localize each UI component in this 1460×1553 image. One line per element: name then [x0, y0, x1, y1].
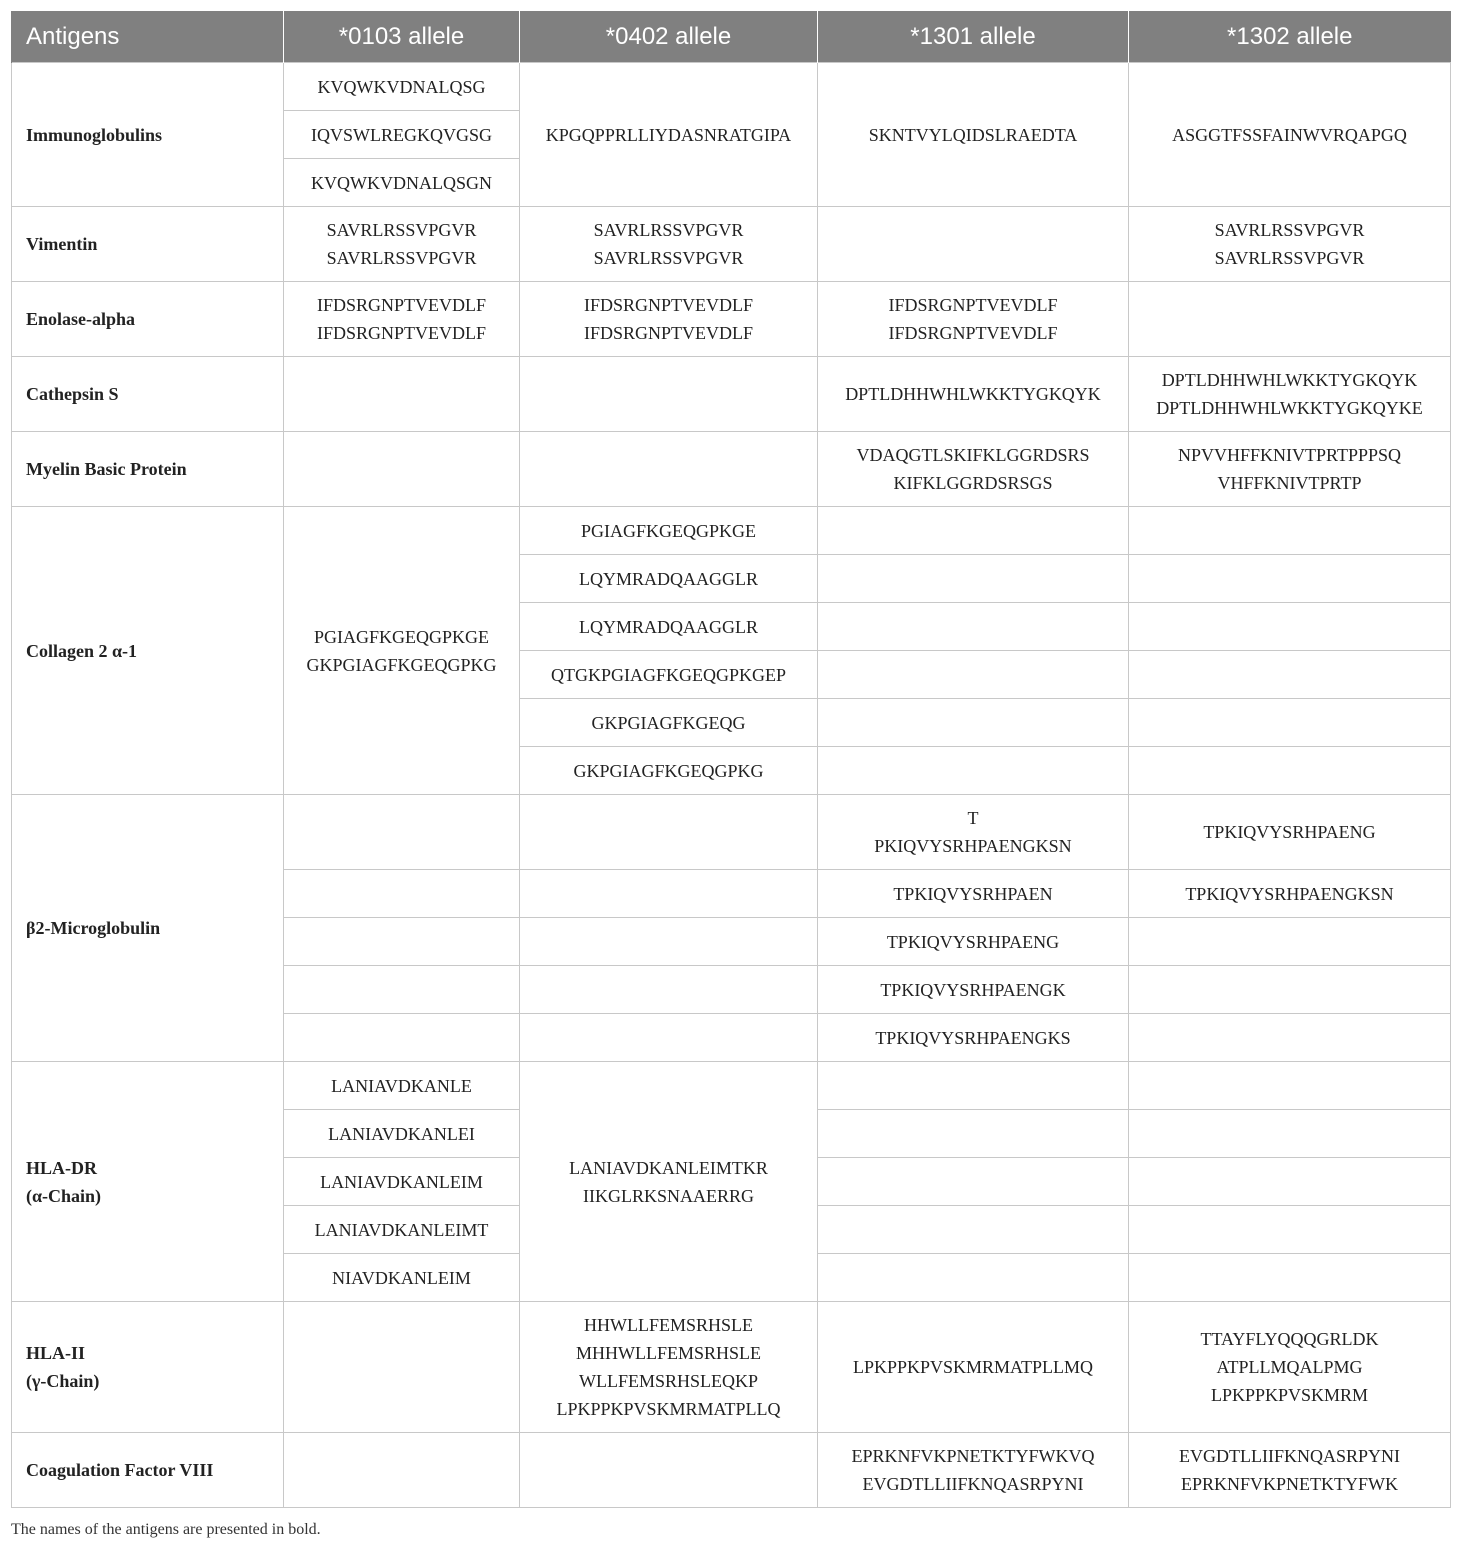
- peptide-cell: GKPGIAGFKGEQG: [520, 699, 818, 747]
- peptide: DPTLDHHWHLWKKTYGKQYKE: [1156, 398, 1423, 418]
- peptide-cell: LPKPPKPVSKMRMATPLLMQ: [818, 1302, 1129, 1433]
- empty-cell: [520, 1433, 818, 1508]
- peptide-cell: LANIAVDKANLEI: [284, 1110, 520, 1158]
- peptide: IIKGLRKSNAAERRG: [583, 1185, 754, 1206]
- peptide-cell: [818, 795, 1129, 870]
- peptide-cell: [284, 282, 520, 357]
- peptide-cell: DPTLDHHWHLWKKTYGKQYK: [818, 357, 1129, 432]
- empty-cell: [818, 1062, 1129, 1110]
- peptide-cell: TPKIQVYSRHPAENGKSN: [1129, 870, 1451, 918]
- peptide-cell: LANIAVDKANLEIMT: [284, 1206, 520, 1254]
- peptide-cell: IQVSWLREGKQVGSG: [284, 111, 520, 159]
- header-0103: *0103 allele: [284, 11, 520, 63]
- empty-cell: [1129, 1014, 1451, 1062]
- antigen-name: Cathepsin S: [12, 357, 284, 432]
- peptide-cell: TPKIQVYSRHPAENGK: [818, 966, 1129, 1014]
- peptide: KIFKLGGRDSRSGS: [893, 473, 1053, 493]
- peptide: DPTLDHHWHLWKKTYGKQYK: [1161, 370, 1418, 390]
- antigen-name-line: HLA-II: [26, 1343, 86, 1363]
- peptide-cell: SKNTVYLQIDSLRAEDTA: [818, 63, 1129, 207]
- empty-cell: [520, 1014, 818, 1062]
- empty-cell: [284, 795, 520, 870]
- empty-cell: [284, 918, 520, 966]
- empty-cell: [284, 432, 520, 507]
- antigen-name: [12, 1302, 284, 1433]
- peptide-cell: LANIAVDKANLE: [284, 1062, 520, 1110]
- empty-cell: [818, 603, 1129, 651]
- peptide: VDAQGTLSKIFKLGGRDSRS: [856, 445, 1090, 465]
- empty-cell: [818, 747, 1129, 795]
- peptide-cell: KPGQPPRLLIYDASNRATGIPA: [520, 63, 818, 207]
- peptide: IFDSRGNPTVEVDLF: [888, 295, 1058, 315]
- antigen-name: Immunoglobulins: [12, 63, 284, 207]
- empty-cell: [1129, 555, 1451, 603]
- empty-cell: [818, 555, 1129, 603]
- table-row: [12, 432, 1451, 507]
- empty-cell: [1129, 918, 1451, 966]
- peptide: SAVRLRSSVPGVR: [1214, 248, 1365, 268]
- empty-cell: [520, 357, 818, 432]
- peptide: PGIAGFKGEQGPKGE: [313, 626, 489, 647]
- antigen-name: [12, 1062, 284, 1302]
- table-row: [12, 282, 1451, 357]
- table-row: [12, 507, 1451, 555]
- peptide: SAVRLRSSVPGVR: [326, 248, 477, 268]
- empty-cell: [818, 1110, 1129, 1158]
- peptide: NPVVHFFKNIVTPRTPPPSQ: [1178, 445, 1401, 465]
- peptide-cell: [520, 282, 818, 357]
- antigen-table-container: [11, 11, 1450, 1508]
- peptide-cell: [520, 1062, 818, 1302]
- table-row: [12, 1302, 1451, 1433]
- table-row: [12, 795, 1451, 870]
- peptide-cell: PGIAGFKGEQGPKGE: [520, 507, 818, 555]
- antigen-name: Vimentin: [12, 207, 284, 282]
- empty-cell: [1129, 699, 1451, 747]
- peptide-cell: QTGKPGIAGFKGEQGPKGEP: [520, 651, 818, 699]
- empty-cell: [520, 918, 818, 966]
- peptide-cell: [818, 432, 1129, 507]
- header-1302: *1302 allele: [1129, 11, 1451, 63]
- peptide: EVGDTLLIIFKNQASRPYNI: [1179, 1446, 1400, 1466]
- peptide-cell: [1129, 207, 1451, 282]
- table-row: [12, 1062, 1451, 1110]
- peptide: LPKPPKPVSKMRM: [1210, 1385, 1369, 1405]
- table-row: [12, 357, 1451, 432]
- empty-cell: [1129, 1206, 1451, 1254]
- peptide-cell: [1129, 432, 1451, 507]
- antigen-name: Collagen 2 α-1: [12, 507, 284, 795]
- empty-cell: [284, 1433, 520, 1508]
- empty-cell: [818, 1254, 1129, 1302]
- empty-cell: [1129, 282, 1451, 357]
- peptide-cell: [520, 1302, 818, 1433]
- peptide: LPKPPKPVSKMRMATPLLQ: [556, 1399, 781, 1419]
- peptide-cell: [1129, 1302, 1451, 1433]
- peptide-cell: LQYMRADQAAGGLR: [520, 603, 818, 651]
- peptide-cell: ASGGTFSSFAINWVRQAPGQ: [1129, 63, 1451, 207]
- antigen-name: Enolase-alpha: [12, 282, 284, 357]
- empty-cell: [284, 870, 520, 918]
- peptide: HHWLLFEMSRHSLE: [583, 1315, 753, 1335]
- peptide: T: [967, 808, 979, 828]
- antigen-name: Coagulation Factor VIII: [12, 1433, 284, 1508]
- peptide-cell: [818, 282, 1129, 357]
- peptide: GKPGIAGFKGEQGPKG: [306, 654, 497, 675]
- peptide-cell: KVQWKVDNALQSG: [284, 63, 520, 111]
- table-row: [12, 1433, 1451, 1508]
- peptide-cell: [1129, 357, 1451, 432]
- peptide-cell: TPKIQVYSRHPAENGKS: [818, 1014, 1129, 1062]
- empty-cell: [1129, 1062, 1451, 1110]
- empty-cell: [818, 651, 1129, 699]
- empty-cell: [1129, 507, 1451, 555]
- empty-cell: [284, 357, 520, 432]
- peptide-cell: NIAVDKANLEIM: [284, 1254, 520, 1302]
- table-footnote: The names of the antigens are presented in bold.: [11, 1521, 321, 1538]
- peptide-cell: TPKIQVYSRHPAENG: [1129, 795, 1451, 870]
- peptide-cell: KVQWKVDNALQSGN: [284, 159, 520, 207]
- peptide: VHFFKNIVTPRTP: [1217, 473, 1362, 493]
- peptide-cell: [1129, 1433, 1451, 1508]
- empty-cell: [818, 507, 1129, 555]
- empty-cell: [1129, 1110, 1451, 1158]
- table-row: [12, 63, 1451, 111]
- empty-cell: [818, 699, 1129, 747]
- peptide: EPRKNFVKPNETKTYFWKVQ: [851, 1446, 1095, 1466]
- peptide: ATPLLMQALPMG: [1216, 1357, 1363, 1377]
- peptide: IFDSRGNPTVEVDLF: [316, 323, 487, 343]
- antigen-name: β2-Microglobulin: [12, 795, 284, 1062]
- empty-cell: [520, 432, 818, 507]
- peptide-cell: GKPGIAGFKGEQGPKG: [520, 747, 818, 795]
- antigen-name-line: (γ-Chain): [26, 1371, 100, 1391]
- empty-cell: [1129, 966, 1451, 1014]
- empty-cell: [818, 1206, 1129, 1254]
- empty-cell: [1129, 651, 1451, 699]
- empty-cell: [520, 795, 818, 870]
- antigen-table: [11, 11, 1451, 1508]
- peptide: MHHWLLFEMSRHSLE: [575, 1343, 761, 1363]
- peptide: SAVRLRSSVPGVR: [593, 248, 744, 268]
- table-row: [12, 207, 1451, 282]
- header-1301: *1301 allele: [818, 11, 1129, 63]
- empty-cell: [1129, 603, 1451, 651]
- antigen-name-line: HLA-DR: [26, 1157, 97, 1178]
- peptide-cell: LANIAVDKANLEIM: [284, 1158, 520, 1206]
- table-header-row: [12, 11, 1451, 63]
- peptide: EVGDTLLIIFKNQASRPYNI: [862, 1474, 1084, 1494]
- peptide: SAVRLRSSVPGVR: [326, 220, 477, 240]
- antigen-name: Myelin Basic Protein: [12, 432, 284, 507]
- peptide-cell: [284, 207, 520, 282]
- header-0402: *0402 allele: [520, 11, 818, 63]
- peptide: SAVRLRSSVPGVR: [1214, 220, 1365, 240]
- empty-cell: [1129, 747, 1451, 795]
- empty-cell: [520, 870, 818, 918]
- peptide: IFDSRGNPTVEVDLF: [316, 295, 487, 315]
- empty-cell: [1129, 1254, 1451, 1302]
- empty-cell: [284, 966, 520, 1014]
- peptide-cell: TPKIQVYSRHPAEN: [818, 870, 1129, 918]
- peptide: PKIQVYSRHPAENGKSN: [874, 836, 1072, 856]
- peptide: SAVRLRSSVPGVR: [593, 220, 744, 240]
- empty-cell: [284, 1302, 520, 1433]
- peptide-cell: LQYMRADQAAGGLR: [520, 555, 818, 603]
- peptide: IFDSRGNPTVEVDLF: [583, 295, 754, 315]
- peptide-cell: [520, 207, 818, 282]
- peptide-cell: [284, 507, 520, 795]
- empty-cell: [818, 207, 1129, 282]
- empty-cell: [1129, 1158, 1451, 1206]
- peptide: WLLFEMSRHSLEQKP: [578, 1371, 758, 1391]
- peptide: LANIAVDKANLEIMTKR: [569, 1157, 768, 1178]
- peptide-cell: [818, 1433, 1129, 1508]
- empty-cell: [520, 966, 818, 1014]
- peptide: TTAYFLYQQQGRLDK: [1200, 1329, 1379, 1349]
- peptide: EPRKNFVKPNETKTYFWK: [1180, 1474, 1398, 1494]
- header-antigens: Antigens: [12, 11, 284, 63]
- empty-cell: [284, 1014, 520, 1062]
- peptide: IFDSRGNPTVEVDLF: [583, 323, 754, 343]
- empty-cell: [818, 1158, 1129, 1206]
- antigen-name-line: (α-Chain): [26, 1185, 102, 1206]
- peptide: IFDSRGNPTVEVDLF: [888, 323, 1058, 343]
- peptide-cell: TPKIQVYSRHPAENG: [818, 918, 1129, 966]
